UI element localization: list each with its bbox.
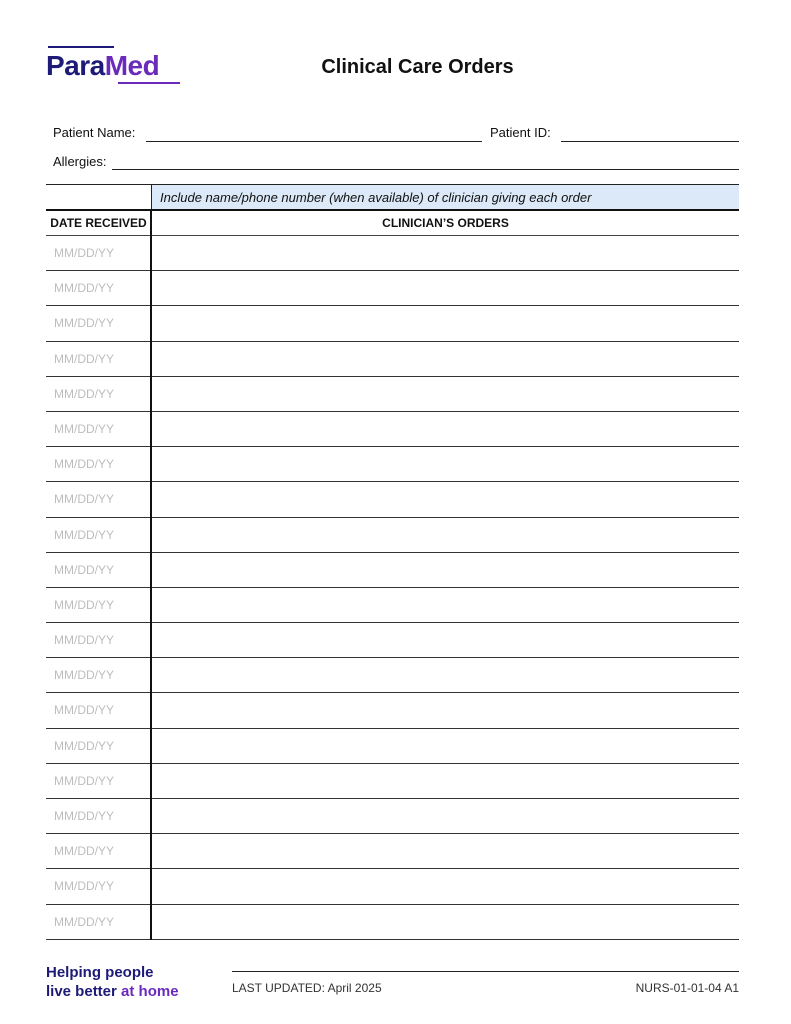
date-received-cell[interactable]: MM/DD/YY — [54, 633, 114, 648]
clinician-instruction-note: Include name/phone number (when available) of clinician giving each order — [151, 185, 739, 210]
footer-divider — [232, 971, 739, 972]
table-header-band — [46, 184, 739, 211]
clinician-order-cell[interactable] — [156, 447, 739, 481]
date-received-cell[interactable]: MM/DD/YY — [54, 351, 114, 366]
date-received-cell[interactable]: MM/DD/YY — [54, 421, 114, 436]
date-received-cell[interactable]: MM/DD/YY — [54, 527, 114, 542]
clinician-order-cell[interactable] — [156, 236, 739, 270]
clinician-order-cell[interactable] — [156, 271, 739, 305]
date-received-cell[interactable]: MM/DD/YY — [54, 914, 114, 929]
clinician-order-cell[interactable] — [156, 553, 739, 587]
column-divider — [150, 211, 152, 940]
clinician-order-cell[interactable] — [156, 342, 739, 376]
last-updated: LAST UPDATED: April 2025 — [232, 981, 382, 995]
date-received-cell[interactable]: MM/DD/YY — [54, 809, 114, 823]
tagline-line-2 — [46, 982, 179, 1001]
form-code: NURS-01-01-04 A1 — [635, 981, 739, 995]
table-header-spacer — [46, 185, 151, 211]
tagline-line-1: Helping people — [46, 964, 154, 981]
date-received-cell[interactable]: MM/DD/YY — [54, 844, 114, 859]
paramed-logo — [46, 46, 186, 88]
page-title: Clinical Care Orders — [321, 56, 514, 78]
patient-id-label: Patient ID: — [490, 125, 551, 140]
clinician-order-cell[interactable] — [156, 658, 739, 692]
patient-id-field[interactable] — [561, 141, 739, 142]
clinician-order-cell[interactable] — [156, 412, 739, 446]
footer-tagline — [46, 963, 179, 1001]
logo-underline — [118, 82, 180, 84]
clinician-order-cell[interactable] — [156, 623, 739, 657]
clinician-orders-header: CLINICIAN’S ORDERS — [382, 216, 509, 230]
tagline-live-better: live better — [46, 983, 122, 1000]
logo-part-para: Para — [46, 50, 105, 81]
clinician-order-cell[interactable] — [156, 377, 739, 411]
clinician-order-cell[interactable] — [156, 764, 739, 798]
date-received-cell[interactable]: MM/DD/YY — [54, 246, 114, 260]
date-received-cell[interactable]: MM/DD/YY — [54, 773, 114, 788]
date-received-cell[interactable]: MM/DD/YY — [54, 668, 114, 683]
clinician-order-cell[interactable] — [156, 588, 739, 622]
date-received-cell[interactable]: MM/DD/YY — [54, 386, 114, 401]
date-received-cell[interactable]: MM/DD/YY — [54, 457, 114, 472]
date-received-cell[interactable]: MM/DD/YY — [54, 597, 114, 612]
date-received-cell[interactable]: MM/DD/YY — [54, 703, 114, 718]
clinician-order-cell[interactable] — [156, 518, 739, 552]
date-received-cell[interactable]: MM/DD/YY — [54, 562, 114, 577]
date-received-cell[interactable]: MM/DD/YY — [54, 492, 114, 507]
logo-overline — [48, 46, 114, 48]
date-received-cell[interactable]: MM/DD/YY — [54, 879, 114, 894]
date-received-header: DATE RECEIVED — [50, 216, 147, 230]
tagline-at-home: at home — [121, 983, 179, 1000]
allergies-label: Allergies: — [53, 154, 107, 169]
clinician-order-cell[interactable] — [156, 799, 739, 833]
date-received-cell[interactable]: MM/DD/YY — [54, 316, 114, 331]
logo-part-med: Med — [104, 50, 160, 81]
date-received-cell[interactable]: MM/DD/YY — [54, 738, 114, 753]
clinician-order-cell[interactable] — [156, 905, 739, 939]
clinician-order-cell[interactable] — [156, 729, 739, 763]
clinician-order-cell[interactable] — [156, 693, 739, 727]
clinician-order-cell[interactable] — [156, 306, 739, 340]
logo-wordmark — [46, 50, 159, 82]
clinician-order-cell[interactable] — [156, 869, 739, 903]
patient-name-field[interactable] — [146, 141, 482, 142]
clinician-order-cell[interactable] — [156, 482, 739, 516]
allergies-field[interactable] — [112, 169, 739, 170]
patient-name-label: Patient Name: — [53, 125, 136, 140]
orders-table — [46, 184, 739, 940]
date-received-cell[interactable]: MM/DD/YY — [54, 281, 114, 296]
clinician-order-cell[interactable] — [156, 834, 739, 868]
